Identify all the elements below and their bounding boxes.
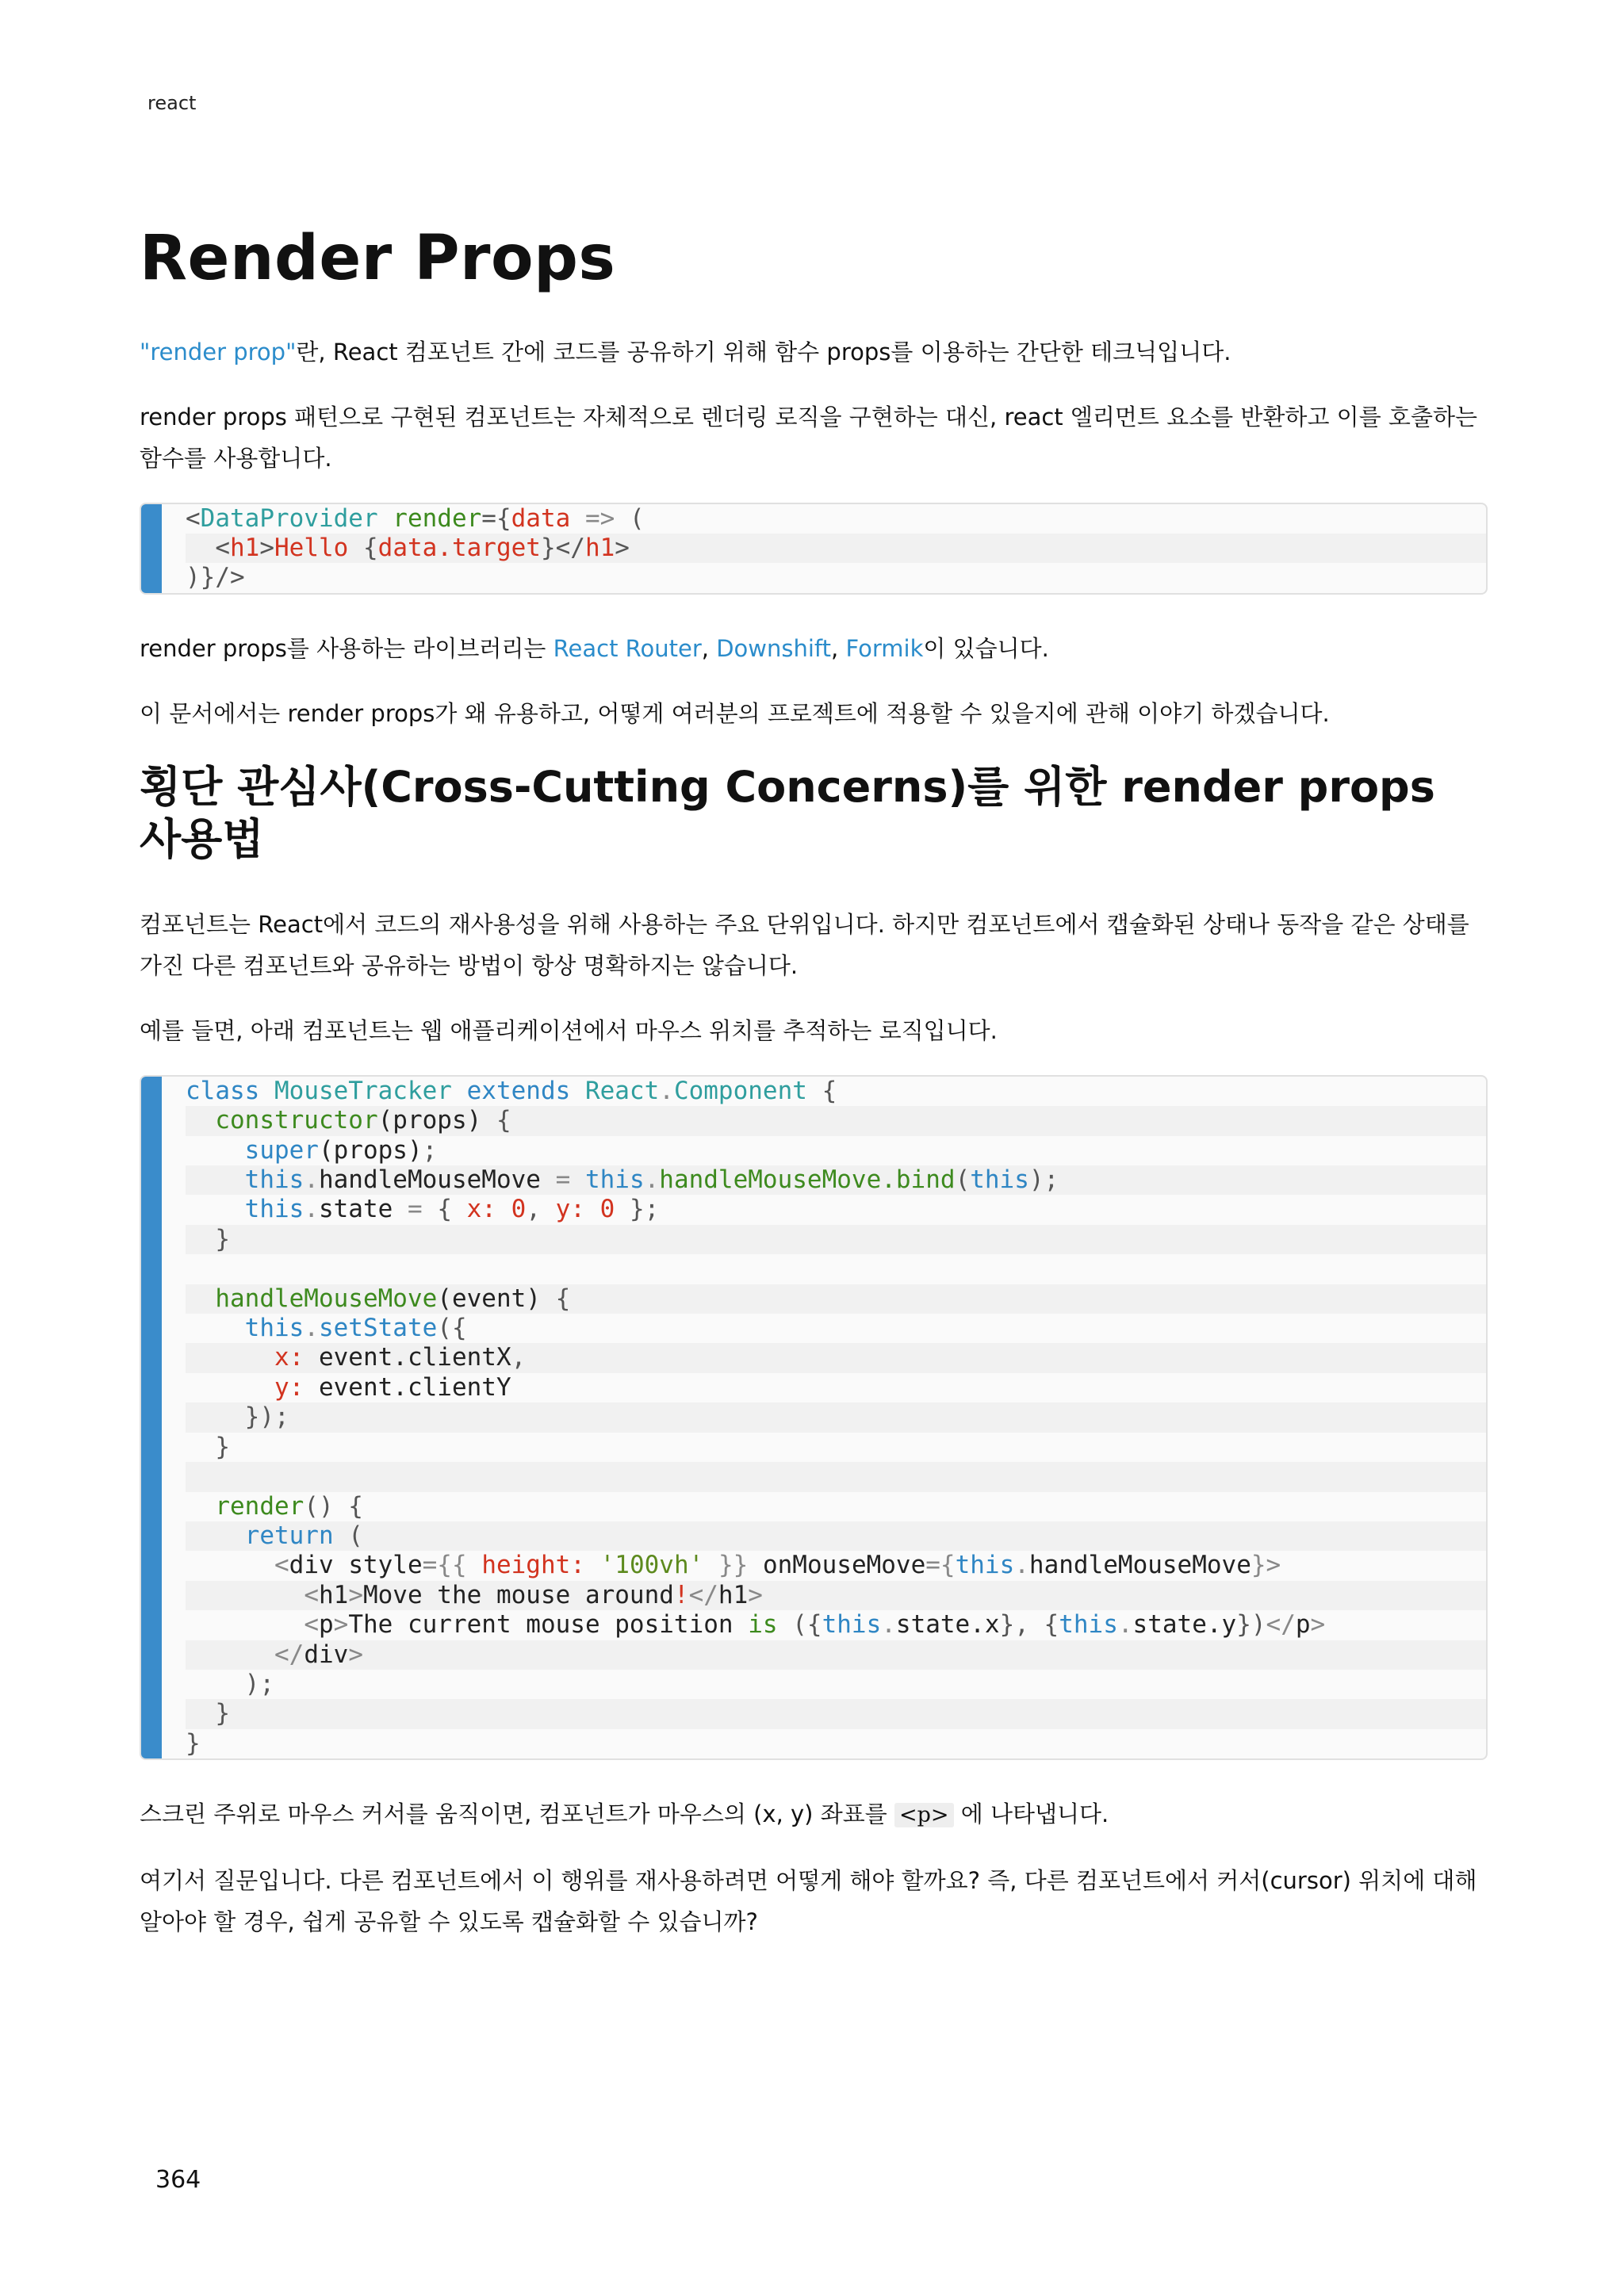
running-header: react xyxy=(147,92,197,114)
render-prop-link[interactable]: "render prop" xyxy=(140,338,297,365)
example-paragraph: 예를 들면, 아래 컴포넌트는 웹 애플리케이션에서 마우스 위치를 추적하는 로직입니다. xyxy=(140,1016,998,1044)
intro-paragraph xyxy=(140,331,1488,373)
code-content xyxy=(141,504,1486,593)
code-line: }); xyxy=(186,1402,1486,1432)
code-line xyxy=(186,1462,1486,1491)
code-line: y: event.clientY xyxy=(274,1372,511,1402)
code-line: render() { xyxy=(215,1491,363,1521)
code-line: handleMouseMove(event) { xyxy=(186,1284,1486,1314)
description-paragraph: render props 패턴으로 구현된 컴포넌트는 자체적으로 렌더링 로직을 구현하는 대신, react 엘리먼트 요소를 반환하고 이를 호출하는 함수를 사용합니다. xyxy=(140,403,1477,472)
code-block-accent-bar xyxy=(141,504,162,593)
code-block-data-provider xyxy=(140,503,1488,595)
code-line: <p>The current mouse position is ({this.state.x}, {this.state.y})</p> xyxy=(304,1610,1326,1640)
code-block-mouse-tracker xyxy=(140,1075,1488,1760)
code-line: this.handleMouseMove = this.handleMouseMove.bind(this); xyxy=(186,1165,1486,1195)
code-line: <h1>Hello {data.target}</h1> xyxy=(186,534,1486,563)
code-line: this.setState({ xyxy=(244,1314,467,1343)
code-line: </div> xyxy=(186,1640,1486,1670)
code-line: class MouseTracker extends React.Component { xyxy=(186,1076,837,1105)
code-line: ); xyxy=(186,1669,274,1698)
section-heading: 횡단 관심사(Cross-Cutting Concerns)를 위한 render props 사용법 xyxy=(140,761,1435,864)
code-line: } xyxy=(186,1699,1486,1728)
overview-paragraph: 이 문서에서는 render props가 왜 유용하고, 어떻게 여러분의 프로젝트에 적용할 수 있을지에 관해 이야기 하겠습니다. xyxy=(140,699,1330,727)
main-content xyxy=(140,222,1488,1966)
components-paragraph: 컴포넌트는 React에서 코드의 재사용성을 위해 사용하는 주요 단위입니다. 하지만 컴포넌트에서 캡슐화된 상태나 동작을 같은 상태를 가진 다른 컴포넌트와 공유하는 방법이 항상 명확하지는 않습니다. xyxy=(140,910,1469,979)
page-title: Render Props xyxy=(140,223,616,294)
inline-code-p-tag: <p> xyxy=(894,1803,954,1827)
code-line: constructor(props) { xyxy=(186,1106,1486,1135)
code-content xyxy=(141,1077,1486,1758)
intro-text: 란, React 컴포넌트 간에 코드를 공유하기 위해 함수 props를 이용하는 간단한 테크닉입니다. xyxy=(296,338,1231,365)
downshift-link[interactable]: Downshift xyxy=(716,634,832,662)
code-line: x: event.clientX, xyxy=(186,1343,1486,1372)
react-router-link[interactable]: React Router xyxy=(553,634,702,662)
code-line: <h1>Move the mouse around!</h1> xyxy=(186,1581,1486,1610)
code-line: super(props); xyxy=(244,1135,438,1165)
mouse-explanation-paragraph: 스크린 주위로 마우스 커서를 움직이면, 컴포넌트가 마우스의 (x, y) 좌표를 <p> 에 나타냅니다. xyxy=(140,1800,1109,1828)
code-line xyxy=(186,1254,1486,1284)
code-line: <DataProvider render={data => ( xyxy=(186,503,645,533)
code-line: <div style={{ height: '100vh' }} onMouseMove={this.handleMouseMove}> xyxy=(274,1551,1281,1580)
code-line: } xyxy=(186,1225,1486,1254)
page-number: 364 xyxy=(155,2166,201,2194)
code-line: return ( xyxy=(186,1521,1486,1551)
formik-link[interactable]: Formik xyxy=(845,634,924,662)
code-line: this.state = { x: 0, y: 0 }; xyxy=(244,1195,660,1224)
code-line: } xyxy=(186,1432,230,1461)
code-block-accent-bar xyxy=(141,1077,162,1758)
libraries-paragraph: render props를 사용하는 라이브러리는 React Router, Downshift, Formik이 있습니다. xyxy=(140,634,1049,662)
question-paragraph: 여기서 질문입니다. 다른 컴포넌트에서 이 행위를 재사용하려면 어떻게 해야 할까요? 즉, 다른 컴포넌트에서 커서(cursor) 위치에 대해 알아야 할 경우, 쉽게 공유할 수 있도록 캡슐화할 수 있습니까? xyxy=(140,1867,1477,1936)
code-line: } xyxy=(186,1728,201,1758)
code-line: )}/> xyxy=(186,563,245,592)
